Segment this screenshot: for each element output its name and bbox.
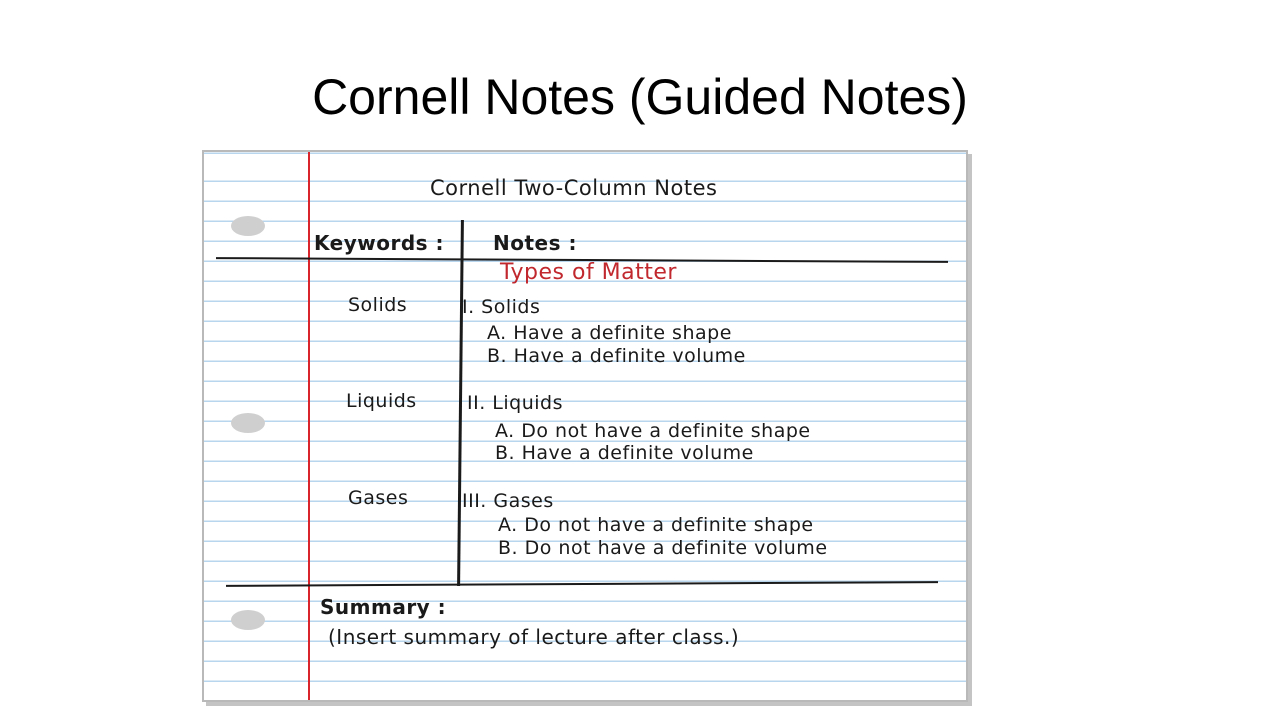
- binder-hole: [231, 216, 265, 236]
- section-heading: I. Solids: [462, 296, 541, 318]
- binder-hole: [231, 413, 265, 433]
- section-point: B. Do not have a definite volume: [498, 537, 828, 559]
- summary-label: Summary :: [320, 595, 447, 619]
- section-point: B. Have a definite volume: [487, 345, 746, 367]
- summary-text: (Insert summary of lecture after class.): [328, 625, 740, 649]
- keyword-item: Solids: [348, 294, 408, 316]
- slide-title: Cornell Notes (Guided Notes): [312, 69, 968, 125]
- notes-label: Notes :: [493, 231, 577, 255]
- notes-heading: Cornell Two-Column Notes: [430, 176, 718, 200]
- section-point: B. Have a definite volume: [495, 442, 754, 464]
- red-margin-line: [308, 152, 310, 700]
- section-point: A. Have a definite shape: [487, 322, 732, 344]
- binder-hole: [231, 610, 265, 630]
- section-heading: II. Liquids: [467, 392, 563, 414]
- topic-title: Types of Matter: [500, 260, 677, 285]
- column-divider-line: [457, 220, 464, 586]
- keywords-label: Keywords :: [314, 231, 445, 255]
- section-heading: III. Gases: [462, 490, 554, 512]
- notebook-paper-image: [202, 150, 968, 702]
- section-point: A. Do not have a definite shape: [498, 514, 814, 536]
- section-point: A. Do not have a definite shape: [495, 420, 811, 442]
- keyword-item: Gases: [348, 487, 409, 509]
- summary-divider-line: [226, 581, 938, 587]
- keyword-item: Liquids: [346, 390, 417, 412]
